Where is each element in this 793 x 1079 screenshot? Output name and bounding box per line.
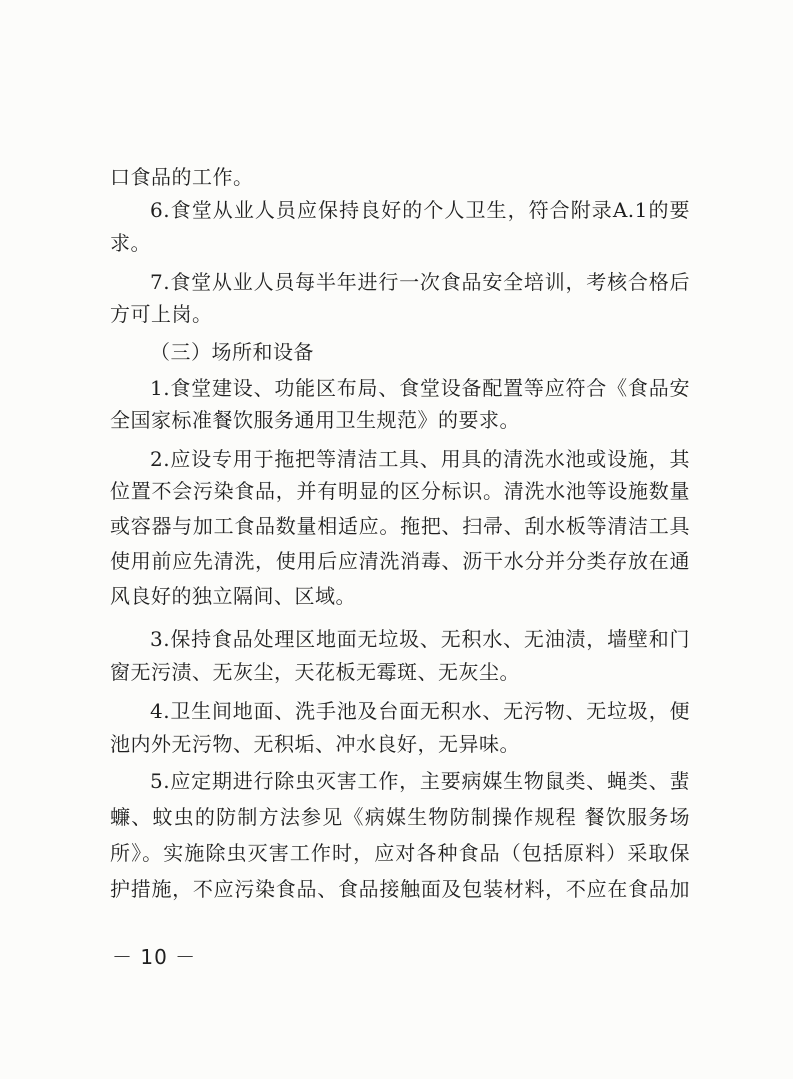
text-line-3: 求。 [110,231,151,255]
text-line-2: 6.食堂从业人员应保持良好的个人卫生，符合附录A.1的要 [150,198,690,222]
text-line-11: 或容器与加工食品数量相适应。拖把、扫帚、刮水板等清洁工具 [110,514,690,538]
text-line-1: 口食品的工作。 [110,165,254,189]
text-line-8: 全国家标准餐饮服务通用卫生规范》的要求。 [110,408,520,432]
text-line-18: 5.应定期进行除虫灭害工作，主要病媒生物鼠类、蝇类、蜚 [150,769,690,793]
text-line-21: 护措施，不应污染食品、食品接触面及包装材料，不应在食品加 [110,877,690,901]
text-line-7: 1.食堂建设、功能区布局、食堂设备配置等应符合《食品安 [150,376,690,400]
text-line-4: 7.食堂从业人员每半年进行一次食品安全培训，考核合格后 [150,270,690,294]
text-line-9: 2.应设专用于拖把等清洁工具、用具的清洗水池或设施，其 [150,447,690,471]
text-line-20: 所》。实施除虫灭害工作时，应对各种食品（包括原料）采取保 [110,841,690,865]
text-line-16: 4.卫生间地面、洗手池及台面无积水、无污物、无垃圾，便 [150,699,690,723]
section-heading: （三）场所和设备 [150,340,314,364]
text-line-13: 风良好的独立隔间、区域。 [110,584,356,608]
text-line-19: 蠊、蚊虫的防制方法参见《病媒生物防制操作规程 餐饮服务场 [110,805,690,829]
text-line-5: 方可上岗。 [110,302,213,326]
text-line-10: 位置不会污染食品，并有明显的区分标识。清洗水池等设施数量 [110,479,690,503]
text-line-14: 3.保持食品处理区地面无垃圾、无积水、无油渍，墙壁和门 [150,627,690,651]
page-number: － 10 － [112,945,197,969]
text-line-15: 窗无污渍、无灰尘，天花板无霉斑、无灰尘。 [110,660,520,684]
text-line-17: 池内外无污物、无积垢、冲水良好，无异味。 [110,732,520,756]
text-line-12: 使用前应先清洗，使用后应清洗消毒、沥干水分并分类存放在通 [110,549,690,573]
